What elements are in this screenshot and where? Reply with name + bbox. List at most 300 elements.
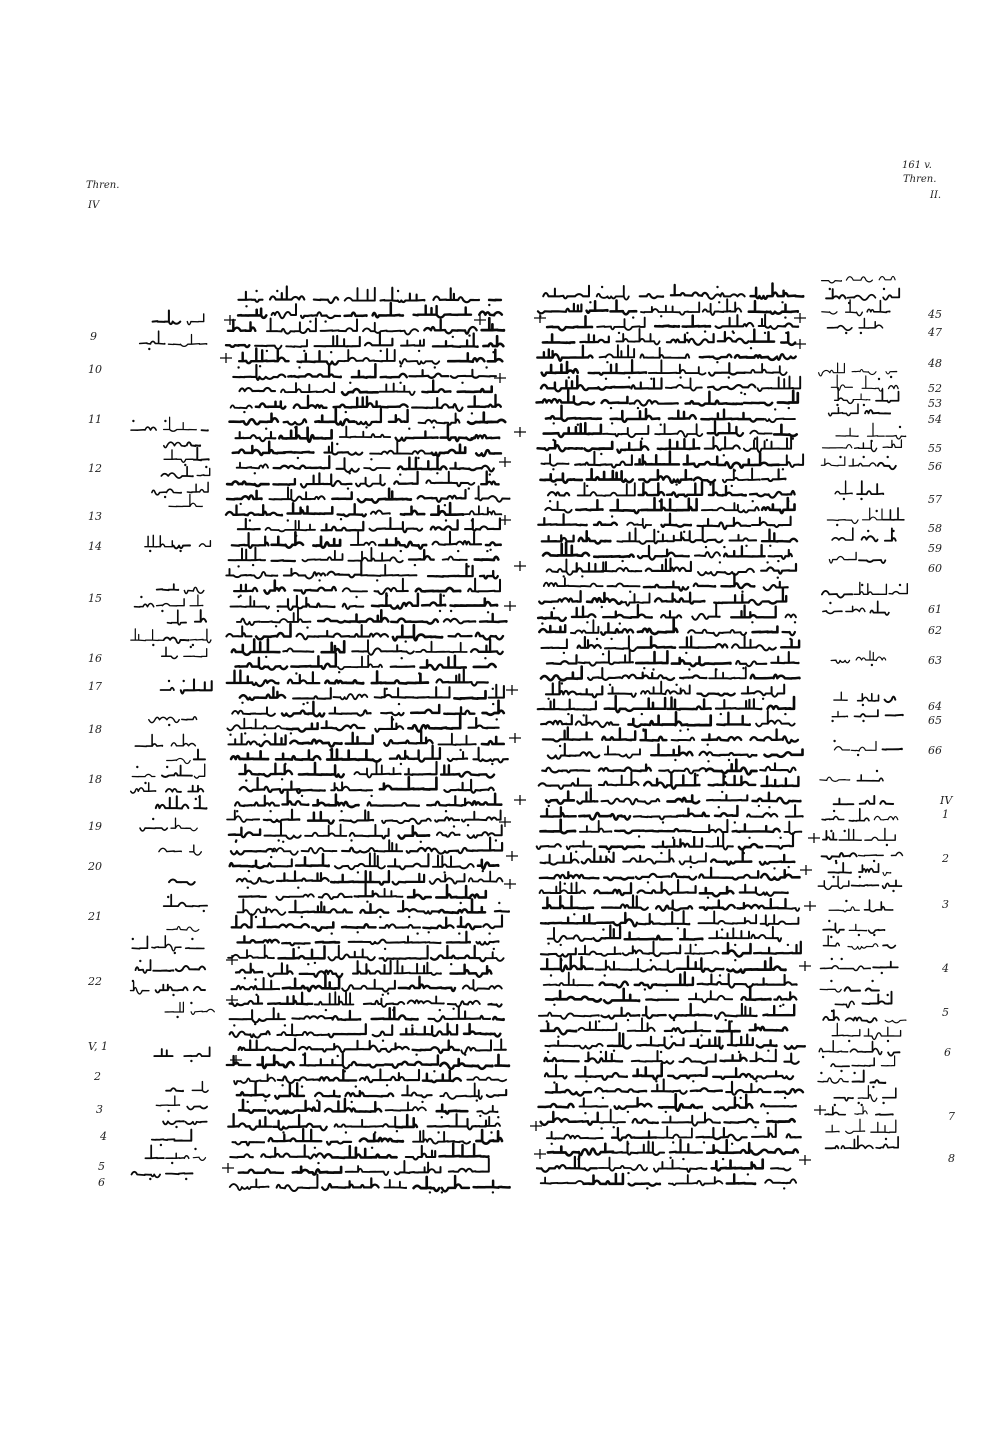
script-stroke [423, 1071, 461, 1082]
script-stroke [829, 907, 859, 912]
script-dot [298, 946, 300, 948]
script-dot [584, 1112, 586, 1114]
script-stroke [269, 487, 324, 501]
script-stroke [427, 796, 472, 805]
script-stroke [289, 901, 329, 913]
script-stroke [580, 821, 612, 832]
script-dot [487, 611, 489, 613]
script-stroke [638, 620, 677, 635]
script-stroke [546, 792, 574, 804]
script-stroke [840, 966, 870, 970]
script-stroke [821, 966, 839, 969]
script-stroke [709, 774, 756, 785]
script-dot [725, 1019, 727, 1021]
script-stroke [756, 711, 795, 726]
script-stroke [471, 639, 503, 654]
script-stroke [688, 630, 746, 636]
collation-cross [222, 1163, 234, 1173]
script-dot [721, 928, 723, 930]
script-dot [731, 1020, 733, 1022]
script-stroke [469, 718, 499, 728]
script-stroke [451, 370, 496, 378]
script-stroke [675, 716, 710, 726]
script-stroke [168, 335, 206, 347]
script-dot [439, 1009, 441, 1011]
script-stroke [640, 961, 675, 973]
script-dot [185, 1178, 187, 1180]
script-dot [728, 376, 730, 378]
script-stroke [541, 474, 582, 483]
script-stroke [360, 904, 388, 913]
script-dot [349, 472, 351, 474]
script-dot [550, 974, 552, 976]
script-dot [660, 424, 662, 426]
script-stroke [259, 734, 286, 747]
script-dot [887, 1040, 889, 1042]
script-stroke [733, 824, 780, 832]
script-stroke [749, 301, 798, 314]
script-dot [766, 439, 768, 441]
script-dot [862, 720, 864, 722]
script-stroke [288, 672, 320, 683]
verse-number: 8 [948, 1152, 955, 1165]
script-stroke [231, 405, 252, 408]
script-stroke [716, 315, 754, 328]
verse-number: 12 [88, 462, 102, 475]
verse-number: 4 [100, 1130, 107, 1143]
script-dot [255, 994, 257, 996]
script-stroke [866, 988, 879, 990]
verse-number: 55 [928, 442, 942, 455]
script-stroke [468, 825, 502, 838]
script-dot [767, 1050, 769, 1052]
script-dot [247, 1101, 249, 1103]
script-stroke [292, 1016, 332, 1019]
script-stroke [604, 878, 633, 880]
script-stroke [487, 1090, 506, 1097]
verse-number: 17 [88, 680, 102, 693]
script-dot [766, 561, 768, 563]
script-stroke [605, 696, 665, 712]
script-stroke [880, 801, 893, 804]
script-dot [751, 621, 753, 623]
script-stroke [475, 557, 499, 560]
script-stroke [131, 783, 156, 793]
script-dot [340, 810, 342, 812]
script-dot [547, 1051, 549, 1053]
script-stroke [774, 992, 796, 999]
script-dot [723, 454, 725, 456]
script-stroke [883, 440, 901, 448]
script-dot [329, 749, 331, 751]
script-dot [876, 770, 878, 772]
script-dot [168, 724, 170, 726]
script-dot [641, 713, 643, 715]
script-stroke [589, 360, 647, 375]
script-dot [399, 382, 401, 384]
script-stroke [670, 1004, 712, 1018]
script-stroke [308, 812, 333, 824]
collation-cross [504, 879, 516, 889]
script-stroke [391, 619, 438, 624]
script-dot [318, 579, 320, 581]
script-stroke [194, 987, 205, 990]
script-dot [559, 745, 561, 747]
script-stroke [778, 391, 798, 403]
script-stroke [715, 1004, 757, 1019]
script-stroke [709, 667, 746, 679]
script-stroke [761, 1104, 796, 1107]
script-stroke [418, 490, 466, 502]
script-stroke [546, 682, 602, 697]
script-dot [376, 579, 378, 581]
script-stroke [651, 744, 692, 755]
script-dot [457, 550, 459, 552]
script-dot [458, 932, 460, 934]
script-stroke [659, 1094, 702, 1110]
script-stroke [135, 604, 154, 608]
script-stroke [728, 1032, 753, 1046]
script-dot [627, 1111, 629, 1113]
script-dot [144, 782, 146, 784]
script-stroke [284, 452, 314, 453]
script-stroke [238, 292, 262, 302]
script-stroke [548, 492, 569, 495]
script-stroke [184, 587, 203, 593]
script-stroke [573, 1144, 613, 1155]
script-stroke [633, 1119, 658, 1123]
script-dot [139, 960, 141, 962]
script-stroke [832, 1023, 860, 1036]
script-stroke [671, 873, 696, 879]
script-dot [492, 351, 494, 353]
script-dot [252, 564, 254, 566]
script-stroke [409, 550, 434, 560]
script-dot [596, 638, 598, 640]
script-stroke [351, 532, 376, 545]
script-stroke [761, 870, 799, 880]
script-dot [787, 944, 789, 946]
script-stroke [433, 856, 474, 869]
collation-cross [799, 1155, 811, 1165]
script-stroke [723, 468, 760, 482]
script-stroke [432, 445, 465, 457]
script-stroke [450, 463, 494, 472]
script-stroke [691, 1088, 722, 1091]
script-dot [568, 376, 570, 378]
script-dot [167, 896, 169, 898]
script-stroke [291, 654, 335, 669]
script-stroke [230, 996, 263, 1006]
script-stroke [465, 518, 500, 530]
script-dot [243, 411, 245, 413]
script-dot [561, 682, 563, 684]
script-stroke [226, 345, 249, 347]
script-stroke [585, 1052, 622, 1063]
script-stroke [818, 1078, 848, 1083]
script-stroke [194, 750, 205, 760]
script-stroke [599, 765, 651, 772]
script-stroke [539, 779, 591, 789]
script-stroke [883, 749, 902, 750]
script-stroke [233, 365, 285, 380]
script-stroke [274, 456, 330, 468]
script-stroke [327, 562, 361, 577]
script-stroke [161, 467, 193, 478]
script-dot [882, 1102, 884, 1104]
script-stroke [544, 423, 601, 437]
script-dot [716, 286, 718, 288]
script-stroke [228, 320, 255, 331]
collation-cross [494, 373, 506, 383]
script-dot [660, 1051, 662, 1053]
script-dot [284, 1024, 286, 1026]
script-stroke [822, 817, 844, 820]
script-stroke [612, 1142, 664, 1155]
script-dot [705, 546, 707, 548]
script-dot [168, 680, 170, 682]
script-dot [238, 596, 240, 598]
script-stroke [342, 848, 368, 853]
script-stroke [287, 723, 318, 731]
script-stroke [572, 607, 596, 617]
script-stroke [372, 594, 418, 609]
script-dot [674, 759, 676, 761]
script-dot [673, 1019, 675, 1021]
script-stroke [188, 786, 203, 792]
verse-number: 18 [88, 723, 102, 736]
script-stroke [859, 855, 884, 856]
script-dot [160, 1144, 162, 1146]
script-stroke [386, 936, 440, 943]
script-stroke [744, 364, 786, 375]
script-stroke [573, 562, 604, 571]
script-dot [871, 664, 873, 666]
script-dot [862, 704, 864, 706]
script-dot [577, 1158, 579, 1160]
script-stroke [475, 486, 509, 501]
script-stroke [765, 1179, 796, 1183]
script-stroke [655, 593, 704, 604]
script-stroke [313, 795, 358, 808]
script-dot [657, 531, 659, 533]
script-stroke [301, 473, 352, 487]
script-stroke [852, 1058, 874, 1066]
script-stroke [448, 752, 467, 761]
script-dot [829, 602, 831, 604]
script-stroke [775, 1089, 803, 1094]
script-stroke [600, 846, 644, 849]
script-dot [303, 350, 305, 352]
script-stroke [639, 911, 689, 924]
script-stroke [395, 1161, 441, 1174]
script-stroke [463, 506, 502, 514]
script-stroke [239, 349, 288, 364]
script-stroke [640, 294, 663, 298]
script-stroke [886, 715, 903, 716]
script-dot [281, 1084, 283, 1086]
script-stroke [889, 385, 899, 388]
verse-number: 19 [88, 820, 102, 833]
script-stroke [372, 672, 407, 684]
script-dot [392, 718, 394, 720]
script-stroke [356, 475, 385, 487]
script-dot [382, 1040, 384, 1042]
script-stroke [398, 458, 447, 470]
script-stroke [266, 521, 316, 532]
script-dot [436, 472, 438, 474]
script-stroke [637, 1037, 683, 1049]
script-dot [488, 304, 490, 306]
script-stroke [346, 733, 373, 744]
script-stroke [370, 518, 423, 532]
collation-cross [814, 1105, 826, 1115]
script-stroke [433, 532, 482, 545]
script-stroke [269, 1129, 322, 1141]
script-dot [563, 575, 565, 577]
script-dot [598, 1020, 600, 1022]
collation-cross [514, 795, 526, 805]
script-stroke [638, 637, 675, 648]
script-stroke [156, 796, 189, 808]
script-stroke [671, 285, 708, 296]
script-dot [345, 411, 347, 413]
script-stroke [375, 717, 403, 732]
script-dot [600, 1051, 602, 1053]
script-stroke [645, 829, 690, 831]
script-stroke [886, 372, 897, 374]
script-stroke [228, 1114, 271, 1130]
script-stroke [231, 751, 268, 759]
script-stroke [351, 1062, 383, 1068]
script-dot [482, 870, 484, 872]
script-stroke [182, 717, 197, 720]
script-dot [387, 992, 389, 994]
script-stroke [355, 884, 379, 897]
script-stroke [239, 896, 266, 897]
script-dot [755, 1080, 757, 1082]
script-stroke [358, 489, 411, 503]
script-stroke [658, 439, 699, 449]
script-stroke [132, 1172, 161, 1178]
verse-number: 57 [928, 493, 942, 506]
script-dot [886, 844, 888, 846]
script-stroke [388, 854, 429, 869]
script-stroke [488, 350, 503, 362]
script-stroke [166, 1173, 193, 1174]
script-dot [836, 524, 838, 526]
script-dot [611, 422, 613, 424]
script-dot [264, 1099, 266, 1101]
script-dot [560, 944, 562, 946]
script-stroke [276, 894, 313, 900]
script-stroke [638, 546, 689, 560]
verse-number: 18 [88, 773, 102, 786]
script-stroke [190, 629, 211, 643]
script-stroke [751, 927, 781, 942]
script-dot [748, 837, 750, 839]
script-stroke [330, 909, 352, 912]
script-stroke [300, 971, 343, 978]
script-dot [858, 934, 860, 936]
script-stroke [822, 853, 857, 859]
script-stroke [771, 652, 798, 663]
script-stroke [342, 924, 375, 927]
script-stroke [708, 293, 745, 299]
verse-number: 54 [928, 413, 942, 426]
script-dot [132, 420, 134, 422]
script-stroke [762, 530, 797, 542]
script-dot [784, 316, 786, 318]
script-stroke [476, 1130, 502, 1144]
script-stroke [169, 494, 202, 506]
script-stroke [301, 312, 340, 318]
script-stroke [342, 980, 395, 992]
script-stroke [545, 502, 571, 513]
script-dot [399, 473, 401, 475]
script-stroke [234, 585, 257, 592]
script-dot [248, 870, 250, 872]
script-dot [553, 1081, 555, 1083]
script-stroke [396, 1115, 417, 1127]
script-dot [858, 1102, 860, 1104]
script-stroke [750, 1024, 787, 1030]
script-dot [679, 376, 681, 378]
script-dot [314, 1147, 316, 1149]
script-dot [719, 974, 721, 976]
script-stroke [696, 1128, 746, 1140]
script-stroke [237, 1083, 269, 1097]
script-stroke [857, 481, 883, 494]
script-dot [471, 412, 473, 414]
script-dot [164, 420, 166, 422]
script-dot [829, 288, 831, 290]
script-dot [370, 458, 372, 460]
script-dot [551, 1143, 553, 1145]
script-stroke [547, 559, 573, 574]
script-stroke [539, 1013, 599, 1019]
script-stroke [870, 601, 889, 615]
script-stroke [157, 584, 179, 590]
script-stroke [131, 427, 156, 430]
script-dot [750, 347, 752, 349]
script-stroke [584, 442, 612, 451]
script-dot [287, 519, 289, 521]
script-stroke [435, 817, 459, 822]
script-stroke [848, 944, 878, 950]
script-stroke [424, 320, 476, 334]
script-stroke [541, 667, 582, 681]
script-stroke [472, 435, 500, 438]
verse-number: 61 [928, 603, 942, 616]
script-dot [345, 1131, 347, 1133]
script-stroke [787, 1134, 801, 1137]
script-stroke [628, 1018, 655, 1031]
script-stroke [227, 491, 261, 500]
collation-cross [534, 313, 546, 323]
script-stroke [541, 454, 568, 465]
script-dot [301, 1085, 303, 1087]
script-stroke [329, 1024, 366, 1037]
script-stroke [667, 698, 711, 710]
script-dot [309, 320, 311, 322]
script-stroke [393, 874, 425, 885]
script-dot [400, 763, 402, 765]
script-stroke [680, 676, 706, 679]
script-stroke [371, 511, 390, 514]
script-dot [317, 1162, 319, 1164]
script-stroke [754, 975, 797, 985]
